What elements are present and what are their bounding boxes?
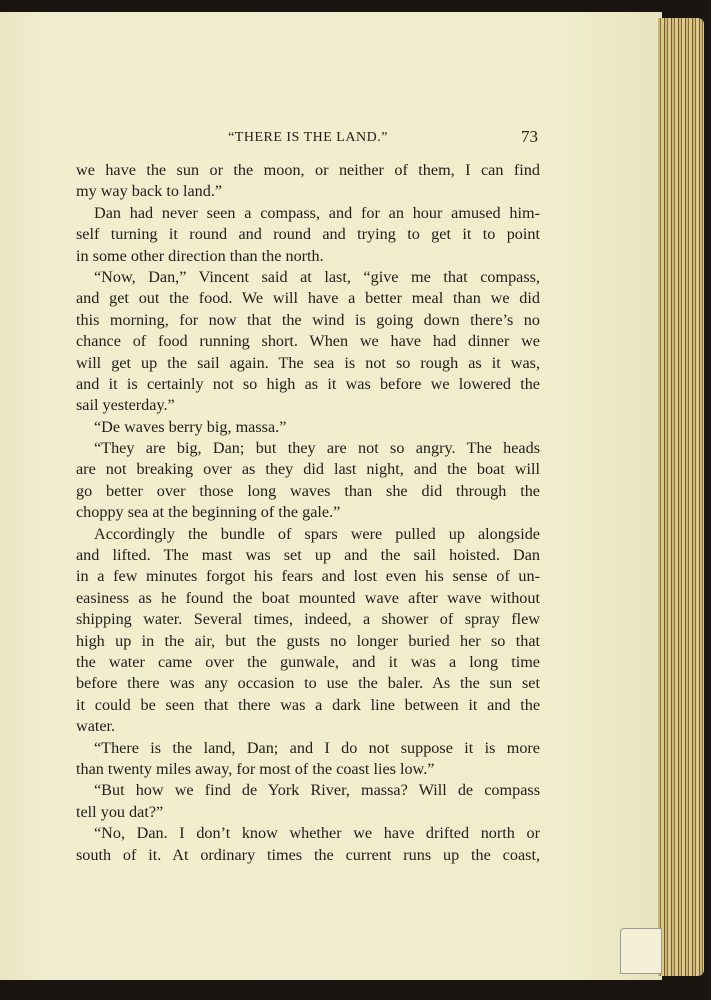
paragraph [76,267,540,417]
text-line-content: tell you dat?” [76,802,164,821]
paragraph [76,738,540,781]
paragraph [76,780,540,823]
text-line-content: Accordingly the bundle of spars were pulled up alongside [94,524,540,543]
running-title: “THERE IS THE LAND.” [228,130,388,145]
text-line [76,802,540,823]
text-line [76,524,540,545]
text-line-content: and get out the food. We will have a better meal than we did [76,289,540,308]
text-line [76,502,540,523]
text-line [76,353,540,374]
text-line [76,203,540,224]
text-line [76,759,540,780]
text-line [76,459,540,480]
text-line [76,267,540,288]
paragraph [76,524,540,738]
text-line [76,374,540,395]
text-line-content: “They are big, Dan; but they are not so angry. The heads [94,439,540,458]
page-corner-curl [620,928,662,974]
text-line [76,288,540,309]
text-line-content: easiness as he found the boat mounted wave after wave without [76,588,540,607]
text-line-content: sail yesterday.” [76,396,175,415]
paragraph [76,417,540,438]
text-line-content: “No, Dan. I don’t know whether we have drifted north or [94,824,540,843]
paragraph [76,823,540,866]
text-line-content: it could be seen that there was a dark line between it and the [76,695,540,714]
text-line-content: this morning, for now that the wind is going down there’s no [76,310,540,329]
text-line [76,331,540,352]
text-line-content: choppy sea at the beginning of the gale.” [76,503,341,522]
text-line [76,310,540,331]
text-line [76,181,540,202]
text-line [76,160,540,181]
text-line-content: than twenty miles away, for most of the coast lies low.” [76,759,435,778]
text-line-content: “Now, Dan,” Vincent said at last, “give me that compass, [94,267,540,286]
text-line [76,566,540,587]
text-line-content: shipping water. Several times, indeed, a shower of spray flew [76,610,540,629]
text-line-content: are not breaking over as they did last night, and the boat will [76,460,540,479]
page-header [76,127,540,149]
text-line [76,417,540,438]
text-line-content: high up in the air, but the gusts no longer buried her so that [76,631,540,650]
text-line [76,545,540,566]
text-line-content: we have the sun or the moon, or neither of them, I can find [76,161,540,179]
text-line [76,695,540,716]
text-line [76,716,540,737]
text-line-content: go better over those long waves than she did through the [76,481,540,500]
text-line [76,652,540,673]
text-line [76,395,540,416]
text-line-content: will get up the sail again. The sea is not so rough as it was, [76,353,540,372]
text-line [76,673,540,694]
text-line [76,438,540,459]
text-line [76,588,540,609]
text-line-content: in a few minutes forgot his fears and lost even his sense of un- [76,567,540,586]
paragraph [76,438,540,524]
text-line-content: “There is the land, Dan; and I do not suppose it is more [94,738,540,757]
text-line [76,631,540,652]
page-number: 73 [521,127,538,146]
text-line [76,481,540,502]
text-line-content: my way back to land.” [76,182,223,201]
page-edges [658,18,704,976]
text-line [76,609,540,630]
text-line [76,738,540,759]
text-line-content: and it is certainly not so high as it was before we lowered the [76,374,540,393]
text-line-content: Dan had never seen a compass, and for an hour amused him- [94,203,540,222]
text-line-content: and lifted. The mast was set up and the sail hoisted. Dan [76,546,540,565]
text-line-content: “But how we find de York River, massa? Will de compass [94,781,540,800]
text-line-content: chance of food running short. When we have had dinner we [76,332,540,351]
text-line-content: “De waves berry big, massa.” [94,417,287,436]
text-line [76,823,540,844]
text-line-content: the water came over the gunwale, and it was a long time [76,652,540,671]
text-line [76,845,540,866]
text-line-content: before there was any occasion to use the baler. As the sun set [76,674,540,693]
text-line-content: self turning it round and round and trying to get it to point [76,225,540,244]
text-line [76,246,540,267]
text-line [76,780,540,801]
text-line-content: in some other direction than the north. [76,246,324,265]
text-line-content: south of it. At ordinary times the current runs up the coast, [76,845,540,864]
book-page [0,12,662,980]
page-body-text [76,160,540,866]
paragraph [76,203,540,267]
paragraph [76,160,540,203]
text-line [76,224,540,245]
text-line-content: water. [76,717,116,736]
